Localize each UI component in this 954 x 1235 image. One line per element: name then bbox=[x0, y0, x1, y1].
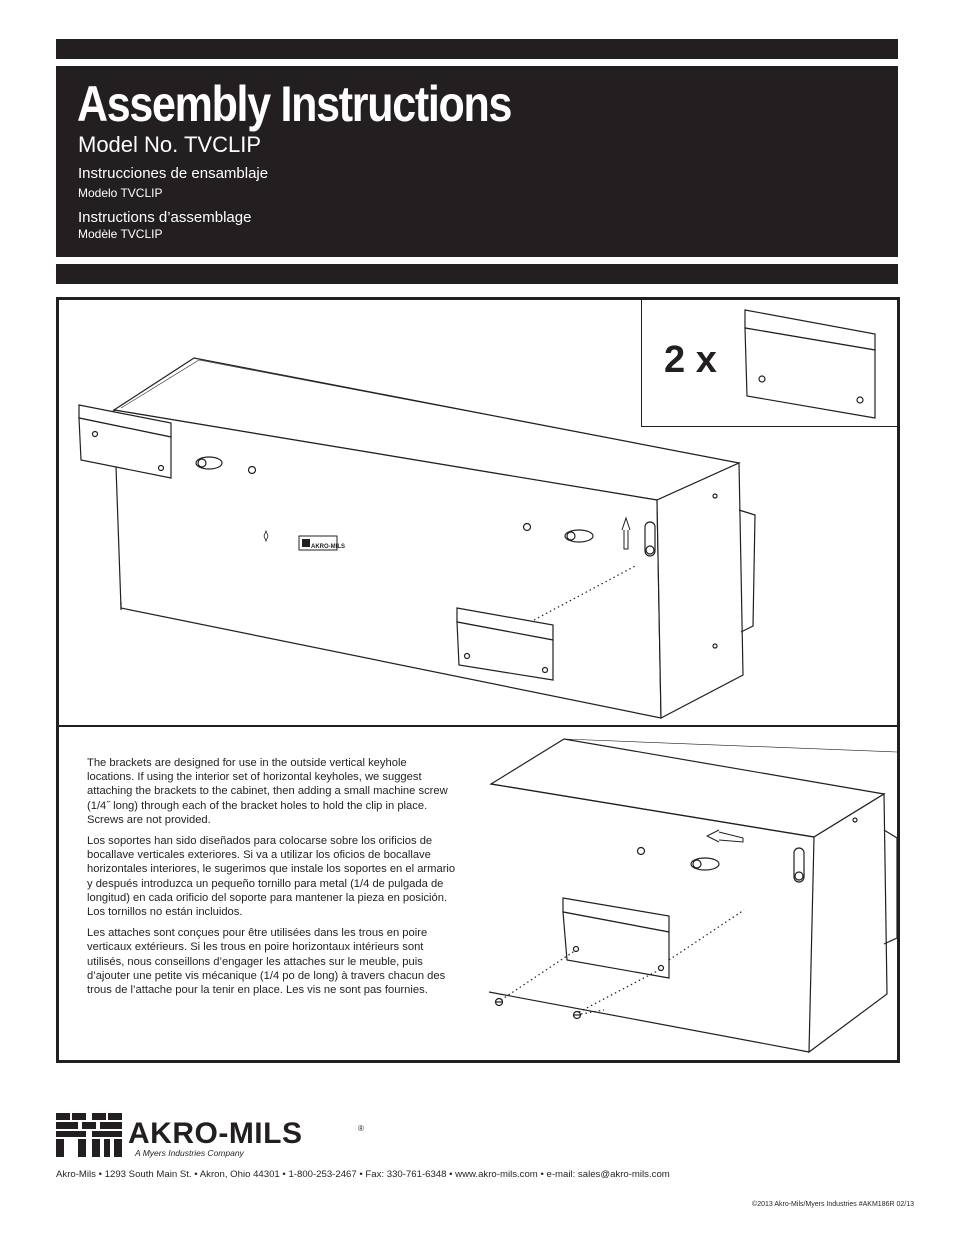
registered-mark: ® bbox=[358, 1124, 364, 1133]
copyright-notice: ©2013 Akro-Mils/Myers Industries #AKM186R 02/13 bbox=[752, 1201, 914, 1208]
company-address: Akro-Mils • 1293 South Main St. • Akron, Ohio 44301 • 1-800-253-2467 • Fax: 330-761-6348 • www.akro-mils.com • e-mail: sales@akro-mils.com bbox=[56, 1169, 670, 1180]
brand-tagline: A Myers Industries Company bbox=[135, 1148, 244, 1158]
model-number: Model No. TVCLIP bbox=[78, 132, 262, 157]
brand-name: AKRO-MILS bbox=[128, 1117, 303, 1150]
instructions-spanish: Los soportes han sido diseñados para colocarse sobre los orificios de bocallave verticales exteriores. Si va a utilizar los oficios de bocallave horizontales interiores, le sugerimos que instale los soportes en el armario y después introduzca un pequeño tornillo para metal (1/4 de pulgada de longitud) en cada orificio del soporte para mantener la pieza en posición. Los tornillos no están incluidos. bbox=[87, 835, 456, 919]
french-model: Modèle TVCLIP bbox=[78, 227, 163, 241]
section-divider bbox=[59, 725, 897, 727]
akro-mils-logo-icon bbox=[56, 1113, 124, 1157]
instructions-text bbox=[87, 756, 457, 1004]
instructions-english: The brackets are designed for use in the outside vertical keyhole locations. If using the interior set of horizontal keyholes, we suggest attaching the brackets to the cabinet, then adding a small machine screw (1/4˝ long) through each of the bracket holes to hold the clip in place. Screws are not provided. bbox=[87, 757, 448, 826]
label-plate-text: AKRO-MILS bbox=[311, 544, 345, 550]
top-black-bar bbox=[56, 39, 898, 59]
bracket-icon bbox=[737, 306, 887, 421]
middle-black-bar bbox=[56, 264, 898, 284]
title-block bbox=[56, 66, 898, 257]
instructions-french: Les attaches sont conçues pour être utilisées dans les trous en poire verticaux extérieurs. Si les trous en poire horizontaux intérieurs sont utilisés, nous conseillons d’engager les attaches sur le meuble, puis d’ajouter une petite vis mécanique (1/4 po de long) à travers chacun des trous de l’attache pour la tenir en place. Les vis ne sont pas fournies. bbox=[87, 927, 446, 997]
french-title: Instructions d’assemblage bbox=[78, 209, 252, 226]
quantity-label: 2 x bbox=[664, 339, 717, 381]
spanish-title: Instrucciones de ensamblaje bbox=[78, 165, 269, 182]
cabinet-diagram-bottom bbox=[479, 732, 897, 1054]
parts-inset bbox=[641, 300, 897, 427]
spanish-model: Modelo TVCLIP bbox=[78, 186, 163, 200]
illustration-frame bbox=[56, 297, 900, 1063]
document-title: Assembly Instructions bbox=[77, 76, 512, 132]
